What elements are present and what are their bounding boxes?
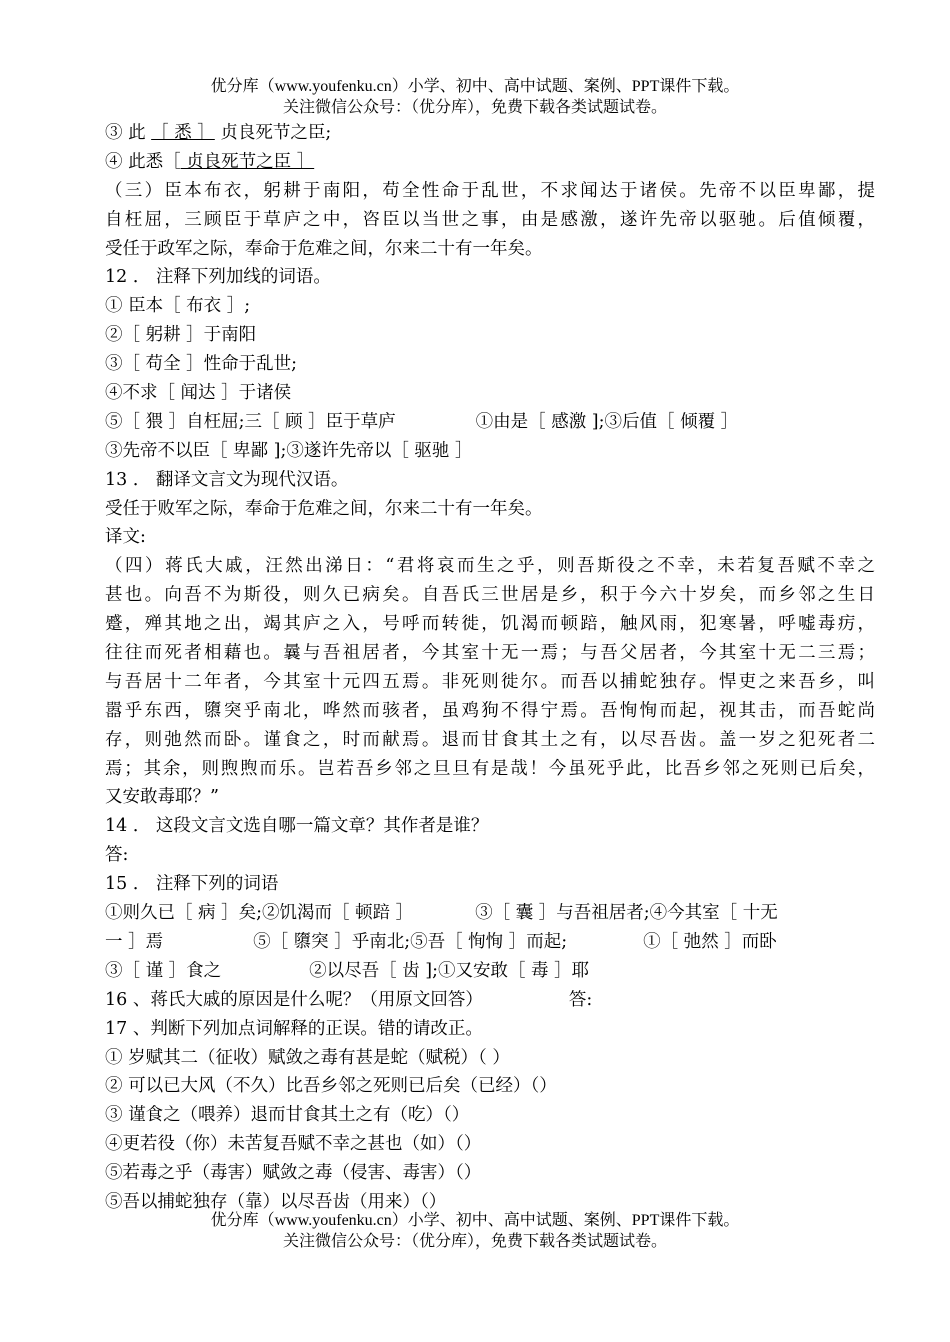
- passage-line: 自枉屈，三顾臣于草庐之中，咨臣以当世之事，由是感激，遂许先帝以驱驰。后值倾覆，: [105, 209, 875, 230]
- text-segment: ④ 此悉［: [105, 151, 181, 172]
- text-line: ③先帝不以臣［ 卑鄙 ];③遂许先帝以［ 驱驰 ］: [105, 440, 473, 461]
- text-line: [105, 957, 875, 986]
- text-line: ④更若役（你）未苦复吾赋不幸之甚也（如）（）: [105, 1134, 482, 1155]
- text-line: 译文:: [105, 527, 146, 548]
- text-line: ⑤若毒之乎（毒害）赋敛之毒（侵害、毒害）（）: [105, 1163, 482, 1184]
- footer-line-2: 关注微信公众号：（优分库），免费下载各类试题试卷。: [282, 1233, 667, 1250]
- document-body: [105, 119, 875, 1217]
- text-line: ③ 谨食之（喂养）退而甘食其土之有（吃）（）: [105, 1105, 470, 1126]
- text-segment: 答:: [568, 989, 593, 1010]
- text-line: ② 可以已大风（不久）比吾乡邻之死则已后矣（已经）（）: [105, 1076, 557, 1097]
- text-segment: ③ 此: [105, 123, 146, 143]
- text-line: 受任于败军之际，奉命于危难之间，尔来二十有一年矣。: [105, 498, 543, 519]
- question-17: 17 、判断下列加点词解释的正误。错的请改正。: [105, 1018, 483, 1039]
- text-segment: ①则久已［ 病 ］矣;②饥渴而［ 顿踣 ］: [105, 903, 414, 924]
- text-segment: ①［ 弛然 ］而卧: [643, 931, 777, 952]
- underlined-term: 贞良死节之臣 ］: [180, 151, 315, 172]
- passage-line: （三）臣本布衣，躬耕于南阳，苟全性命于乱世，不求闻达于诸侯。先帝不以臣卑鄙，提: [105, 180, 875, 201]
- passage-line: 与吾居十二年者，今其室十元四五焉。非死则徙尔。而吾以捕蛇独存。悍吏之来吾乡，叫: [105, 671, 875, 692]
- header-line-1: 优分库（www.youfenku.cn）小学、初中、高中试题、案例、PPT课件下载。: [210, 78, 740, 95]
- text-segment: ⑤［ 隳突 ］乎南北;⑤吾［ 恂恂 ］而起;: [253, 931, 568, 952]
- passage-line: 往往而死者相藉也。曩与吾祖居者，今其室十无一焉；与吾父居者，今其室十无二三焉；: [105, 643, 875, 664]
- passage-line: 存，则弛然而卧。谨食之，时而献焉。退而甘食其土之有，以尽吾齿。盖一岁之犯死者二: [105, 729, 875, 750]
- passage-line: （四）蒋氏大戚，汪然出涕日：“君将哀而生之乎，则吾斯役之不幸，未若复吾赋不幸之: [105, 556, 875, 577]
- passage-line: 又安敢毒耶？”: [105, 787, 219, 808]
- question-13: 13 ． 翻译文言文为现代汉语。: [105, 469, 349, 490]
- text-line: ④不求［ 闻达 ］于诸侯: [105, 383, 292, 404]
- text-line: ③［ 苟全 ］性命于乱世;: [105, 354, 298, 375]
- text-segment: ①由是［ 感激 ];③后值［ 倾覆 ］: [475, 411, 739, 432]
- passage-line: 焉；其余，则煦煦而乐。岂若吾乡邻之旦旦有是哉！今虽死乎此，比吾乡邻之死则已后矣，: [105, 758, 875, 779]
- text-line: ②［ 躬耕 ］于南阳: [105, 325, 257, 346]
- question-16: [105, 986, 875, 1015]
- text-line: [105, 408, 875, 437]
- text-segment: 贞良死节之臣;: [220, 123, 332, 143]
- text-line: ① 岁赋其二（征收）赋敛之毒有甚是蛇（赋税）（ ）: [105, 1047, 510, 1068]
- header-line-2: 关注微信公众号：（优分库），免费下载各类试题试卷。: [282, 99, 667, 116]
- text-segment: 16 、蒋氏大戚的原因是什么呢？（用原文回答）: [105, 989, 483, 1010]
- passage-line: 蹙，殚其地之出，竭其庐之入，号呼而转徙，饥渴而顿踣，触风雨，犯寒暑，呼嘘毒疠，: [105, 614, 875, 635]
- underlined-term: ［ 悉 ］: [151, 123, 215, 143]
- text-segment: ③［ 囊 ］与吾祖居者;④今其室［ 十无: [475, 903, 778, 924]
- question-12: 12 ． 注释下列加线的词语。: [105, 267, 331, 288]
- footer-line-1: 优分库（www.youfenku.cn）小学、初中、高中试题、案例、PPT课件下载。: [210, 1212, 740, 1229]
- passage-line: 甚也。向吾不为斯役，则久已病矣。自吾氏三世居是乡，积于今六十岁矣，而乡邻之生日: [105, 585, 875, 606]
- text-line: 答:: [105, 845, 129, 866]
- text-line: ⑤吾以捕蛇独存（靠）以尽吾齿（用来）（）: [105, 1191, 447, 1212]
- text-line: [105, 119, 875, 148]
- passage-line: 受任于政军之际，奉命于危难之间，尔来二十有一年矣。: [105, 238, 543, 259]
- passage-line: 嚣乎东西，隳突乎南北，哗然而骇者，虽鸡狗不得宁焉。吾恂恂而起，视其击，而吾蛇尚: [105, 700, 875, 721]
- text-segment: ②以尽吾［ 齿 ];①又安敢［ 毒 ］耶: [309, 960, 590, 981]
- text-segment: 一 ］焉: [105, 931, 164, 952]
- text-segment: ⑤［ 猥 ］自枉屈;三［ 顾 ］臣于草庐: [105, 411, 396, 432]
- text-line: [105, 928, 875, 957]
- text-segment: ③［ 谨 ］食之: [105, 960, 222, 981]
- text-line: [105, 148, 875, 177]
- text-line: [105, 899, 875, 928]
- text-line: ① 臣本［ 布衣 ］;: [105, 296, 251, 317]
- question-14: 14 ． 这段文言文选自哪一篇文章？其作者是谁？: [105, 816, 489, 837]
- question-15: 15 ． 注释下列的词语: [105, 874, 279, 895]
